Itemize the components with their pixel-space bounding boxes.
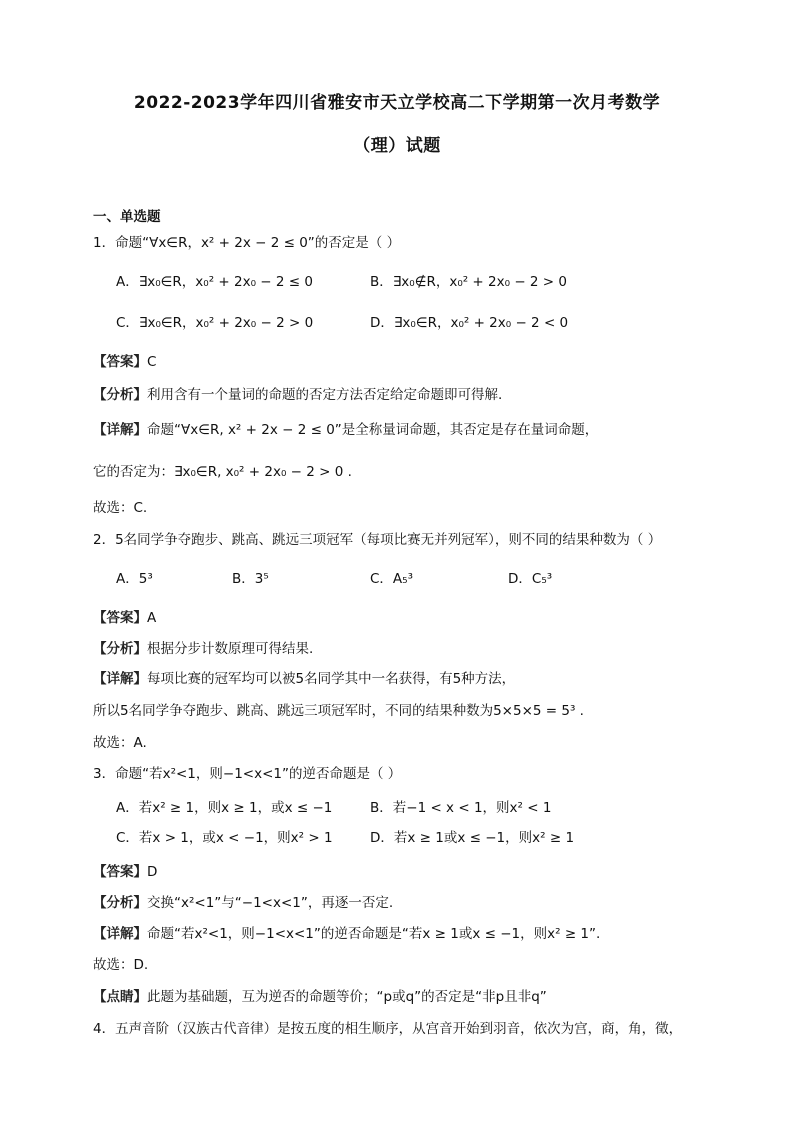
q3-stem: 3．命题“若x²<1，则−1<x<1”的逆否命题是（ ） [93, 766, 402, 782]
answer-tag: 【答案】 [93, 610, 147, 626]
q2-analysis: 根据分步计数原理可得结果. [147, 641, 314, 657]
answer-tag: 【答案】 [93, 864, 147, 880]
q2-option-b: B．3⁵ [232, 571, 269, 587]
detail-tag: 【详解】 [93, 422, 147, 438]
q2-option-a: A．5³ [116, 571, 153, 587]
q3-option-b: B．若−1 < x < 1，则x² < 1 [370, 800, 552, 816]
q3-answer-row [93, 860, 157, 880]
q1-detail-line2: 它的否定为：∃x₀∈R, x₀² + 2x₀ − 2 > 0 . [93, 464, 352, 480]
q2-analysis-row [93, 637, 313, 657]
q2-option-d: D．C₅³ [508, 571, 553, 587]
q1-answer: C [147, 354, 157, 370]
q3-detail: 命题“若x²<1，则−1<x<1”的逆否命题是“若x ≥ 1或x ≤ −1，则x² ≥ 1”. [147, 926, 601, 942]
section-heading: 一、单选题 [93, 209, 161, 225]
q1-option-a: A．∃x₀∈R，x₀² + 2x₀ − 2 ≤ 0 [116, 274, 313, 290]
q1-analysis-row [93, 383, 502, 403]
q1-analysis: 利用含有一个量词的命题的否定方法否定给定命题即可得解. [147, 387, 503, 403]
q2-answer: A [147, 610, 157, 626]
q3-answer: D [147, 864, 158, 880]
q1-option-b: B．∃x₀∉R，x₀² + 2x₀ − 2 > 0 [370, 274, 567, 290]
q2-stem: 2．5名同学争夺跑步、跳高、跳远三项冠军（每项比赛无并列冠军），则不同的结果种数为（ ） [93, 532, 662, 548]
q3-analysis: 交换“x²<1”与“−1<x<1”，再逐一否定. [147, 895, 394, 911]
q3-analysis-row [93, 891, 393, 911]
q1-choose: 故选：C. [93, 500, 148, 516]
comment-tag: 【点睛】 [93, 989, 147, 1005]
q1-answer-row [93, 350, 156, 370]
q3-comment-row [93, 985, 547, 1005]
q3-choose: 故选：D. [93, 957, 149, 973]
q3-option-d: D．若x ≥ 1或x ≤ −1，则x² ≥ 1 [370, 830, 575, 846]
q2-detail-line2: 所以5名同学争夺跑步、跳高、跳远三项冠军时，不同的结果种数为5×5×5 = 5³ . [93, 703, 584, 719]
document-title-line2: （理）试题 [353, 136, 441, 156]
q1-detail-row [93, 418, 598, 438]
analysis-tag: 【分析】 [93, 387, 147, 403]
q1-option-c: C．∃x₀∈R，x₀² + 2x₀ − 2 > 0 [116, 315, 314, 331]
analysis-tag: 【分析】 [93, 641, 147, 657]
q2-choose: 故选：A. [93, 735, 147, 751]
q1-stem: 1．命题“∀x∈R，x² + 2x − 2 ≤ 0”的否定是（ ） [93, 235, 401, 251]
q2-detail-row [93, 667, 515, 687]
q1-option-d: D．∃x₀∈R，x₀² + 2x₀ − 2 < 0 [370, 315, 569, 331]
q2-option-c: C．A₅³ [370, 571, 413, 587]
q1-detail: 命题“∀x∈R, x² + 2x − 2 ≤ 0”是全称量词命题，其否定是存在量词命题， [147, 422, 599, 438]
detail-tag: 【详解】 [93, 926, 147, 942]
q2-answer-row [93, 606, 156, 626]
q3-option-c: C．若x > 1，或x < −1，则x² > 1 [116, 830, 333, 846]
document-title-line1: 2022-2023学年四川省雅安市天立学校高二下学期第一次月考数学 [133, 93, 661, 113]
q4-stem: 4．五声音阶（汉族古代音律）是按五度的相生顺序，从宫音开始到羽音，依次为宫，商，角，徵， [93, 1021, 683, 1037]
analysis-tag: 【分析】 [93, 895, 147, 911]
detail-tag: 【详解】 [93, 671, 147, 687]
q3-comment: 此题为基础题，互为逆否的命题等价；“p或q”的否定是“非p且非q” [147, 989, 547, 1005]
q3-option-a: A．若x² ≥ 1，则x ≥ 1，或x ≤ −1 [116, 800, 333, 816]
answer-tag: 【答案】 [93, 354, 147, 370]
q3-detail-row [93, 922, 600, 942]
q2-detail: 每项比赛的冠军均可以被5名同学其中一名获得，有5种方法， [147, 671, 516, 687]
